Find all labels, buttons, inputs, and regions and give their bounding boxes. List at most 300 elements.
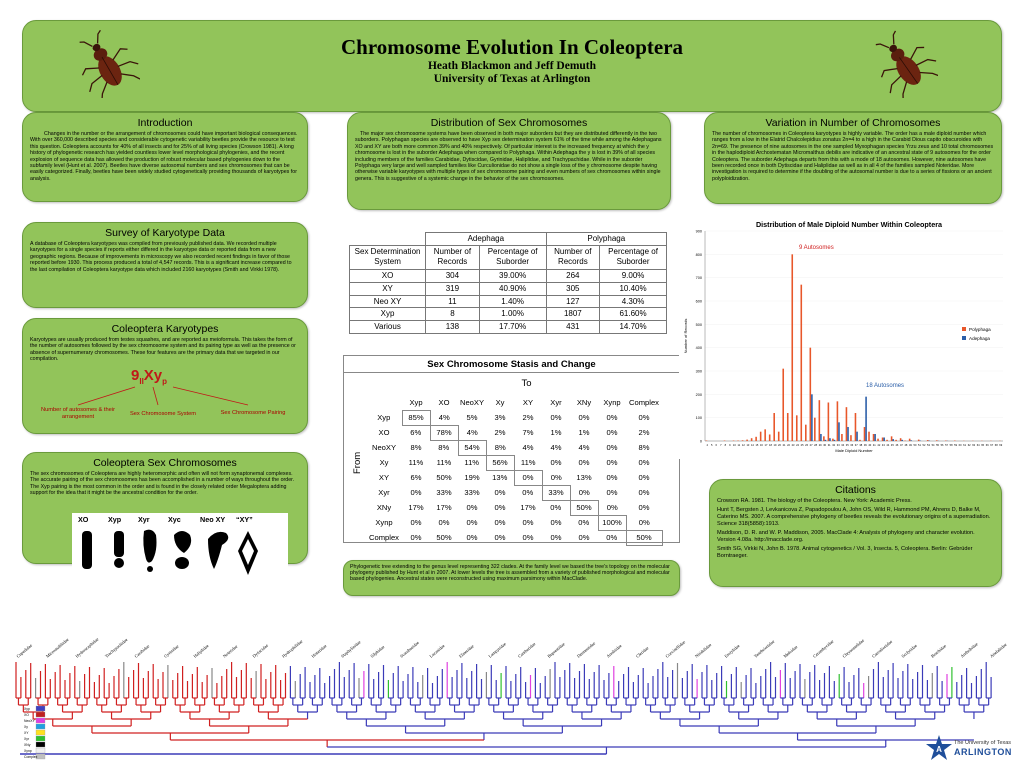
x-tick-label: 43 — [881, 444, 885, 447]
y-tick-label: 400 — [695, 346, 702, 351]
family-label: Histeridae — [310, 643, 328, 659]
bar-polyphaga — [895, 440, 897, 441]
family-label: Anobiidae — [605, 643, 623, 659]
uta-logo-line2: ARLINGTON — [954, 747, 1012, 757]
figure-label: Xyp — [108, 515, 122, 524]
tree-legend-label: XNy — [24, 743, 31, 747]
sex-chromosome-figure — [72, 513, 288, 585]
table2-cell: 0% — [606, 473, 618, 482]
uta-logo-line1: The University of Texas — [954, 740, 1012, 746]
table1-cell: XO — [350, 270, 426, 283]
uta-logo — [926, 732, 1022, 764]
bar-adephaga — [856, 432, 858, 441]
table2-row-label: XO — [378, 428, 390, 437]
x-tick-label: 12 — [741, 444, 745, 447]
table2-cell: 0% — [550, 413, 562, 422]
table2-cell: 17% — [436, 503, 452, 512]
family-label: Lampyridae — [487, 641, 507, 659]
family-label: Micromalthidae — [44, 636, 70, 659]
meioformula-autosomes: 9 — [131, 367, 140, 384]
karyotypes-panel — [22, 318, 308, 434]
bar-polyphaga — [760, 432, 762, 441]
table2-cell: 0% — [522, 518, 534, 527]
sex-determination-table — [349, 232, 667, 334]
figure-label: “XY” — [236, 515, 253, 524]
introduction-title: Introduction — [137, 117, 193, 129]
table1-cell: 304 — [426, 270, 480, 283]
table1-cell: 40.90% — [479, 282, 546, 295]
table2-col-header: Xyr — [550, 398, 562, 408]
family-label: Haliplidae — [192, 643, 210, 659]
x-tick-label: 13 — [746, 444, 750, 447]
table-row — [350, 321, 667, 334]
bar-polyphaga — [782, 369, 784, 441]
family-label: Anthribidae — [959, 641, 979, 659]
chromosome-shapes — [72, 513, 288, 585]
y-tick-label: 500 — [695, 322, 702, 327]
family-label: Cerambycidae — [811, 638, 835, 659]
table2-cell: 0% — [578, 458, 590, 467]
x-tick-label: 8 — [724, 444, 727, 447]
x-tick-label: 63 — [972, 444, 976, 447]
x-tick-label: 29 — [818, 444, 822, 447]
bar-polyphaga — [900, 438, 902, 441]
family-label: Cantharidae — [516, 641, 537, 659]
family-label: Tenebrionidae — [752, 638, 776, 659]
bar-polyphaga — [769, 434, 771, 441]
x-tick-label: 17 — [764, 444, 768, 447]
table1-cell: 305 — [546, 282, 600, 295]
tree-legend-label: Xynp — [24, 749, 32, 753]
bar-polyphaga — [873, 434, 875, 441]
table1-cell: 1.40% — [479, 295, 546, 308]
table2-col-header: Complex — [629, 398, 659, 408]
table2-cell: 0% — [606, 428, 618, 437]
phylogeny-caption-panel — [343, 560, 680, 596]
bar-adephaga — [811, 394, 813, 441]
family-label: Cupedidae — [15, 642, 34, 659]
table2-cell: 33% — [542, 486, 570, 501]
table2-cell: 0% — [466, 503, 478, 512]
label-autosomes: Number of autosomes & their arrangement — [41, 407, 115, 420]
bar-polyphaga — [868, 432, 870, 441]
table2-cell: 6% — [410, 428, 422, 438]
x-tick-label: 34 — [841, 444, 845, 447]
table2-cell: 0% — [638, 503, 650, 512]
table2-cell: 19% — [464, 473, 480, 482]
bar-adephaga — [901, 440, 903, 441]
bar-adephaga — [834, 440, 836, 441]
x-tick-label: 69 — [999, 444, 1003, 447]
survey-panel — [22, 222, 308, 308]
bar-polyphaga — [805, 425, 807, 441]
figure-label: XO — [78, 515, 89, 524]
bar-polyphaga — [850, 435, 852, 441]
variation-title: Variation in Number of Chromosomes — [765, 117, 941, 129]
table2-cell: 0% — [438, 518, 450, 527]
y-tick-label: 300 — [695, 369, 702, 374]
bar-adephaga — [829, 438, 831, 441]
x-tick-label: 56 — [940, 444, 944, 447]
table2-cell: 0% — [494, 518, 506, 527]
bar-polyphaga — [755, 437, 757, 441]
table1-group-adephaga: Adephaga — [426, 233, 546, 246]
table2-cell: 4% — [522, 443, 534, 452]
tree-legend-label: Xyr — [24, 737, 30, 741]
citation-item: Maddison, D. R. and W. P. Maddison, 2005. MacClade 4: Analysis of phylogeny and character evolution. Version 4.08a. http://macclade.org. — [717, 530, 975, 543]
table2-cell: 0% — [578, 413, 590, 422]
tree-legend-label: XO — [24, 713, 29, 717]
stasis-change-table — [366, 396, 663, 546]
table2-cell: 0% — [494, 488, 506, 497]
bar-polyphaga — [891, 436, 893, 441]
table2-cell: 0% — [410, 533, 422, 542]
table2-cell: 56% — [486, 456, 514, 471]
table-row — [366, 486, 662, 501]
x-tick-label: 45 — [890, 444, 894, 447]
table1-cell: 39.00% — [479, 270, 546, 283]
bar-polyphaga — [909, 439, 911, 441]
family-label: Dermestidae — [575, 640, 597, 659]
table2-cell: 0% — [578, 487, 590, 497]
table2-cell: 0% — [638, 517, 650, 527]
family-label: Staphylinidae — [339, 639, 362, 659]
tree-legend-label: XY — [24, 731, 29, 735]
family-label: Bruchidae — [929, 643, 947, 659]
x-tick-label: 40 — [868, 444, 872, 447]
meioformula-pairing: p — [162, 377, 168, 386]
x-tick-label: 54 — [931, 444, 935, 447]
survey-title: Survey of Karyotype Data — [105, 227, 225, 239]
x-tick-label: 31 — [827, 444, 831, 447]
tree-legend-swatch — [36, 748, 45, 753]
bar-polyphaga — [832, 439, 834, 441]
table2-cell: 0% — [410, 488, 422, 497]
table1-cell: 431 — [546, 321, 600, 334]
table-row — [366, 426, 662, 441]
introduction-panel — [22, 112, 308, 202]
family-label: Gyrinidae — [162, 643, 180, 659]
survey-text: A database of Coleoptera karyotypes was compiled from previously published data. We recorded multiple karyotypes for a single species if reports either differed in the karyotype data or reported data from a new geographic regions. Because of improvements in microscopy we also recorded recent findings in favor of those reported before 1930. This process produced a total of 4,547 records. This is a significant increase compared to the last compilation of Coleoptera karyotype data which included 2160 karyotypes (Smith and Virkki 1978). — [30, 241, 292, 273]
table2-cell: 33% — [436, 488, 452, 497]
bar-polyphaga — [927, 440, 929, 441]
x-tick-label: 19 — [773, 444, 777, 447]
table2-col-header: XO — [438, 398, 450, 408]
x-tick-label: 21 — [782, 444, 786, 447]
introduction-text: Changes in the number or the arrangement of chromosomes could have important biological consequences. With over 360,000 described species and considerable cytogenetic variability beetles provide the resource to test this question. Coleoptera accounts for 40% of all insects and for 25% of all living species (Crowson 1981). A long history of phylogenetic research has yielded countless lower level morphological phylogenies, and the recent explosion of sequence data has allowed the production of robust molecular based phylogenies down to the subfamily level (Hunt et al. 2007). Beetles have diverse autosomal numbers and sex chromosomes that can be easily categorized. Finally, beetles have been widely studied cytogenetically providing thousands of karyotypes for analysis. — [30, 131, 298, 182]
poster-title: Chromosome Evolution In Coleoptera — [340, 35, 684, 59]
table2-cell: 13% — [576, 473, 592, 482]
phylogenetic-tree — [0, 598, 1024, 768]
x-tick-label: 41 — [872, 444, 876, 447]
table1-header: Number of Records — [546, 245, 600, 269]
table2-cell: 33% — [464, 488, 480, 497]
bar-polyphaga — [746, 440, 748, 441]
table2-cell: 0% — [410, 518, 422, 527]
table1-cell: 10.40% — [600, 282, 667, 295]
citations-title: Citations — [835, 484, 876, 496]
x-tick-label: 39 — [863, 444, 867, 447]
y-tick-label: 800 — [695, 252, 702, 257]
x-tick-label: 5 — [711, 444, 713, 447]
x-tick-label: 33 — [836, 444, 840, 447]
table1-cell: 1807 — [546, 308, 600, 321]
to-label: To — [521, 378, 532, 389]
x-tick-label: 42 — [877, 444, 881, 447]
table2-cell: 0% — [606, 458, 618, 467]
x-tick-label: 23 — [791, 444, 795, 447]
figure-label: Xyr — [138, 515, 150, 524]
table-row — [366, 471, 662, 486]
x-tick-label: 28 — [814, 444, 818, 447]
stasis-change-table-box — [343, 355, 680, 543]
citation-item: Hunt T, Bergsten J, Levkanicova Z, Papadopoulou A, John OS, Wild R, Hammond PM, Ahrens D, Balke M, Caterino MS. 2007. A comprehensive phylogeny of beetles reveals the evolutionary origins of a superradiation. Science 318(5858):1913. — [717, 507, 991, 527]
table2-cell: 0% — [550, 458, 562, 467]
x-tick-label: 60 — [958, 444, 962, 447]
family-label: Hydroscaphidae — [74, 636, 100, 659]
table-row — [366, 516, 662, 531]
table-row — [366, 456, 662, 471]
poster-header — [22, 20, 1002, 112]
distribution-panel — [347, 112, 671, 210]
y-tick-label: 0 — [699, 439, 702, 444]
x-tick-label: 7 — [720, 444, 722, 447]
x-tick-label: 24 — [796, 444, 800, 447]
family-label: Scolytidae — [900, 643, 918, 659]
table1-cell: Neo XY — [350, 295, 426, 308]
bar-adephaga — [825, 440, 827, 441]
family-label: Curculionidae — [870, 638, 894, 659]
table1-cell: 14.70% — [600, 321, 667, 334]
x-tick-label: 58 — [949, 444, 953, 447]
family-label: Silphidae — [369, 644, 386, 659]
table1-header: Sex Determination System — [350, 245, 426, 269]
bar-adephaga — [820, 434, 822, 441]
family-label: Cleridae — [634, 645, 650, 659]
table2-cell: 0% — [494, 503, 506, 512]
table2-cell: 50% — [626, 531, 662, 546]
table2-col-header: XNy — [576, 398, 592, 408]
table2-row-label: Xy — [379, 458, 389, 467]
legend-label: Adephaga — [969, 336, 990, 341]
table2-cell: 8% — [638, 443, 650, 452]
legend-swatch — [962, 336, 966, 340]
bar-polyphaga — [796, 415, 798, 441]
table2-cell: 11% — [408, 458, 424, 467]
phylogeny-caption: Phylogenetic tree extending to the genus level representing 322 clades. At the family level we based the tree's topology on the molecular phylogeny published by Hunt et al in 2007. At lower levels the tree is assembled from a variety of published morphological and molecular based phylogenies. Ancestral states were reconstructed using maximum parsimony within MacClade. — [350, 564, 670, 583]
table2-cell: 2% — [522, 413, 534, 422]
table1-cell: 319 — [426, 282, 480, 295]
table2-cell: 50% — [570, 501, 598, 516]
label-sex-pairing: Sex Chromosome Pairing — [220, 410, 286, 416]
table1-cell: 4.30% — [600, 295, 667, 308]
bar-adephaga — [874, 434, 876, 441]
x-tick-label: 6 — [715, 444, 718, 447]
tree-legend-swatch — [36, 724, 45, 729]
tree-legend-swatch — [36, 742, 45, 747]
bar-polyphaga — [764, 429, 766, 441]
table2-cell: 4% — [466, 427, 478, 437]
y-tick-label: 700 — [695, 276, 702, 281]
table2-cell: 11% — [464, 458, 480, 468]
table1-cell: 8 — [426, 308, 480, 321]
family-label: Noteridae — [221, 643, 239, 659]
table2-cell: 11% — [520, 457, 536, 467]
bar-polyphaga — [787, 413, 789, 441]
table2-col-header: NeoXY — [459, 398, 485, 408]
x-tick-label: 46 — [895, 444, 899, 447]
y-axis-label: Number of Records — [683, 318, 688, 354]
x-tick-label: 20 — [778, 444, 781, 447]
distribution-title: Distribution of Sex Chromosomes — [430, 117, 588, 129]
x-tick-label: 66 — [985, 444, 989, 447]
bar-polyphaga — [810, 348, 812, 441]
beetle-image-right — [870, 30, 938, 98]
uta-star-icon — [926, 734, 952, 762]
bar-polyphaga — [859, 440, 861, 441]
tree-legend-swatch — [36, 736, 45, 741]
figure-label: Xyc — [168, 515, 181, 524]
bar-polyphaga — [814, 418, 816, 441]
table2-row-label: Xyr — [378, 488, 390, 497]
table2-cell: 11% — [436, 458, 452, 467]
annotation-18-autosomes: 18 Autosomes — [866, 383, 905, 389]
x-tick-label: 30 — [823, 444, 827, 447]
family-label: Attelabidae — [988, 641, 1008, 659]
x-tick-label: 27 — [809, 444, 813, 447]
x-tick-label: 44 — [886, 444, 890, 447]
table2-col-header: Xyp — [409, 398, 423, 407]
label-sex-system: Sex Chromosome System — [129, 411, 197, 417]
family-label: Trachypachidae — [103, 637, 129, 659]
tree-legend-swatch — [36, 706, 45, 711]
bar-polyphaga — [855, 413, 857, 441]
x-tick-label: 50 — [913, 444, 917, 447]
table2-cell: 0% — [550, 533, 562, 542]
bar-polyphaga — [837, 401, 839, 441]
table1-cell: Xyp — [350, 308, 426, 321]
beetle-image-left — [72, 30, 140, 98]
table2-cell: 0% — [578, 533, 590, 542]
table2-cell: 4% — [550, 443, 562, 452]
table1-cell: 138 — [426, 321, 480, 334]
x-tick-label: 10 — [732, 444, 736, 447]
tree-legend-swatch — [36, 712, 45, 717]
bar-polyphaga — [882, 438, 884, 442]
family-label: Carabidae — [133, 643, 151, 659]
x-tick-label: 37 — [854, 444, 858, 447]
chart-svg — [679, 219, 1012, 459]
bar-polyphaga — [751, 438, 753, 441]
x-tick-label: 47 — [899, 444, 903, 447]
citation-item: Crowson RA. 1981. The biology of the Coleoptera. New York: Academic Press. — [717, 498, 912, 504]
table2-cell: 4% — [578, 443, 590, 452]
x-tick-label: 51 — [918, 444, 921, 447]
x-tick-label: 64 — [976, 444, 980, 447]
poster-affiliation: University of Texas at Arlington — [433, 73, 591, 85]
table2-cell: 0% — [606, 502, 618, 512]
table2-cell: 0% — [514, 471, 542, 486]
table1-header: Number of Records — [426, 245, 480, 269]
table2-cell: 0% — [466, 533, 478, 542]
x-tick-label: 65 — [981, 444, 985, 447]
table-row — [366, 501, 662, 516]
table2-cell: 0% — [550, 503, 562, 513]
karyotypes-text: Karyotypes are usually produced from testes squashes, and are reported as meioformula. This takes the form of the number of autosomes followed by the sex chromosome system and its pairing type as well as the presence or absence of supernumerary chromosomes. These four features are the primary data that we targeted in our compilation. — [30, 337, 296, 363]
from-label: From — [352, 451, 363, 474]
table2-cell: 50% — [436, 473, 452, 482]
bar-adephaga — [838, 422, 840, 441]
x-tick-label: 25 — [800, 444, 804, 447]
legend-label: Polyphaga — [969, 327, 991, 332]
x-tick-label: 49 — [908, 444, 912, 447]
figure-label: Neo XY — [200, 515, 226, 524]
table2-cell: 17% — [408, 503, 424, 512]
x-tick-label: 57 — [945, 444, 949, 447]
table2-row-label: NeoXY — [371, 443, 397, 452]
variation-panel — [704, 112, 1002, 204]
bar-polyphaga — [778, 432, 780, 441]
bar-polyphaga — [742, 440, 744, 441]
citations-panel — [709, 479, 1002, 587]
table1-header: Percentage of Suborder — [600, 245, 667, 269]
x-axis-label: Male Diploid Number — [835, 448, 873, 453]
table-row — [366, 441, 662, 456]
bar-polyphaga — [823, 436, 825, 441]
x-tick-label: 35 — [845, 444, 849, 447]
bar-adephaga — [910, 440, 912, 441]
tree-legend — [24, 706, 45, 759]
karyotypes-title: Coleoptera Karyotypes — [111, 323, 219, 335]
table-row — [350, 270, 667, 283]
x-tick-label: 32 — [832, 444, 836, 447]
tree-legend-label: NeoXY — [24, 719, 35, 723]
table2-cell: 0% — [550, 472, 562, 482]
tree-legend-label: Complex — [24, 755, 38, 759]
meioformula-arrangement: II — [139, 377, 144, 386]
bar-polyphaga — [864, 427, 866, 441]
poster-authors: Heath Blackmon and Jeff Demuth — [427, 60, 597, 72]
family-label: Meloidae — [782, 644, 799, 659]
table2-cell: 0% — [638, 488, 650, 497]
table2-cell: 100% — [598, 516, 626, 531]
x-tick-label: 68 — [994, 444, 998, 447]
x-tick-label: 9 — [729, 444, 731, 447]
table1-cell: 11 — [426, 295, 480, 308]
x-tick-label: 18 — [769, 444, 772, 447]
table2-cell: 85% — [402, 411, 430, 426]
table2-cell: 5% — [466, 413, 478, 422]
table1-group-polyphaga: Polyphaga — [546, 233, 666, 246]
table2-cell: 0% — [638, 473, 650, 482]
tree-legend-swatch — [36, 730, 45, 735]
bar-polyphaga — [877, 439, 879, 441]
table1-cell: XY — [350, 282, 426, 295]
tree-branches — [16, 662, 991, 754]
table1-cell: 9.00% — [600, 270, 667, 283]
stasis-change-title: Sex Chromosome Stasis and Change — [344, 356, 679, 373]
bar-adephaga — [892, 439, 894, 441]
bar-polyphaga — [791, 254, 793, 441]
table1-cell: Various — [350, 321, 426, 334]
bar-adephaga — [883, 438, 885, 442]
table2-cell: 0% — [606, 488, 618, 497]
x-tick-label: 59 — [954, 444, 958, 447]
table2-row-label: Complex — [369, 533, 399, 542]
table2-cell: 0% — [522, 533, 534, 542]
x-tick-label: 61 — [963, 444, 967, 447]
family-label: Lucanidae — [428, 643, 446, 659]
